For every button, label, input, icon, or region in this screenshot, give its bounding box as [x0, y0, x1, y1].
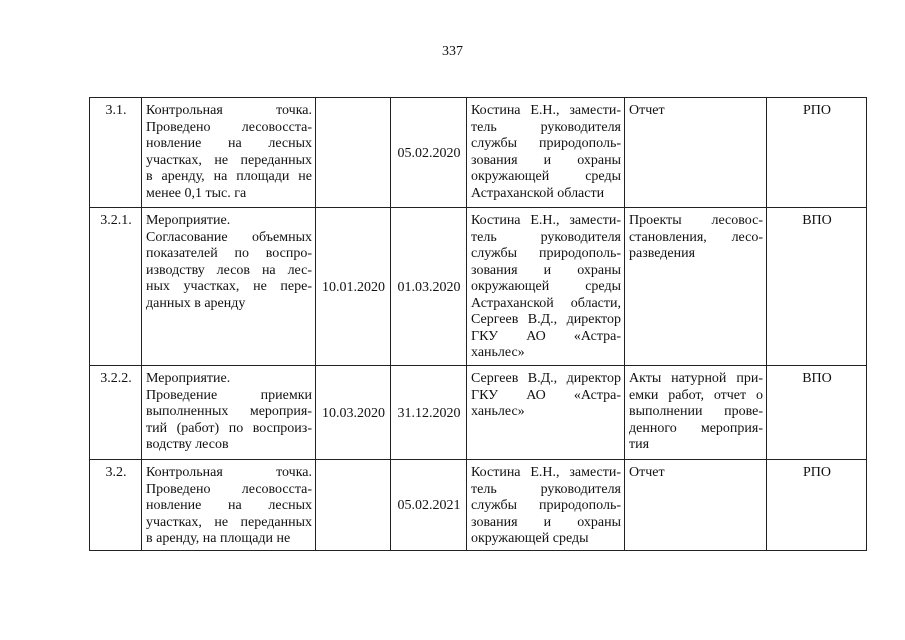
- cell-line: водству лесов: [146, 437, 229, 452]
- event-cell: [142, 208, 316, 366]
- cell-line: тия: [629, 437, 650, 452]
- cell-line: тель руководителя: [471, 481, 621, 497]
- table-row: [90, 98, 867, 208]
- cell-line: данных в аренду: [146, 295, 246, 311]
- cell-line: зования и охраны: [471, 262, 621, 278]
- cell-line: Акты натурной при-: [629, 371, 763, 386]
- code-cell: [767, 98, 867, 208]
- item-number-cell: [90, 460, 142, 551]
- event-cell: [142, 98, 316, 208]
- event-cell: [142, 366, 316, 460]
- cell-line: ных участках, не пере-: [146, 279, 312, 294]
- cell-text: ВПО: [802, 371, 832, 386]
- result-cell: [625, 208, 767, 366]
- cell-text: 3.2.: [105, 465, 127, 480]
- cell-text: 05.02.2021: [397, 498, 461, 513]
- result-cell: [625, 460, 767, 551]
- item-number-cell: [90, 208, 142, 366]
- cell-line: службы природополь-: [471, 246, 621, 261]
- start-date-cell: [316, 366, 391, 460]
- plan-table: [89, 97, 867, 551]
- cell-line: ГКУ АО «Астра-: [471, 387, 621, 403]
- end-date-cell: [391, 208, 467, 366]
- cell-line: зования и охраны: [471, 152, 621, 168]
- cell-line: в аренду, на площади не: [146, 531, 291, 546]
- cell-line: ханьлес»: [471, 345, 525, 360]
- cell-line: тий (работ) по воспроиз-: [146, 420, 312, 436]
- cell-line: тель руководителя: [471, 229, 621, 245]
- cell-line: Сергеев В.Д., директор: [471, 371, 621, 386]
- event-cell: [142, 460, 316, 551]
- item-number-cell: [90, 366, 142, 460]
- code-cell: [767, 208, 867, 366]
- end-date-cell: [391, 98, 467, 208]
- table-row: [90, 460, 867, 551]
- cell-line: Проекты лесовос-: [629, 213, 763, 228]
- page-number: 337: [442, 44, 463, 59]
- cell-line: становления, лесо-: [629, 229, 763, 245]
- cell-text: 31.12.2020: [397, 405, 461, 421]
- cell-line: выполнении прове-: [629, 404, 763, 419]
- cell-line: Отчет: [629, 103, 665, 118]
- cell-line: разведения: [629, 246, 696, 261]
- start-date-cell: [316, 98, 391, 208]
- cell-line: Костина Е.Н., замести-: [471, 103, 621, 118]
- cell-line: Проведение приемки: [146, 387, 312, 403]
- responsible-cell: [467, 366, 625, 460]
- result-cell: [625, 366, 767, 460]
- cell-line: показателей по воспро-: [146, 246, 312, 261]
- cell-line: окружающей среды: [471, 279, 621, 294]
- cell-line: участках, не переданных: [146, 514, 312, 530]
- code-cell: [767, 366, 867, 460]
- end-date-cell: [391, 460, 467, 551]
- cell-line: новление на лесных: [146, 136, 312, 151]
- cell-line: новление на лесных: [146, 498, 312, 513]
- cell-line: Сергеев В.Д., директор: [471, 312, 621, 327]
- start-date-cell: [316, 208, 391, 366]
- start-date-cell: [316, 460, 391, 551]
- cell-text: ВПО: [802, 213, 832, 228]
- cell-line: Костина Е.Н., замести-: [471, 213, 621, 228]
- cell-line: Астраханской области,: [471, 295, 621, 311]
- plan-table-body: [90, 98, 867, 551]
- cell-text: 3.2.1.: [100, 213, 132, 228]
- cell-line: Отчет: [629, 465, 665, 480]
- cell-line: Костина Е.Н., замести-: [471, 465, 621, 480]
- cell-line: Контрольная точка.: [146, 465, 312, 480]
- cell-line: Астраханской области: [471, 185, 605, 201]
- cell-line: изводству лесов на лес-: [146, 262, 312, 278]
- cell-text: 3.2.2.: [100, 371, 132, 386]
- cell-line: менее 0,1 тыс. га: [146, 185, 247, 201]
- cell-line: денного мероприя-: [629, 420, 763, 436]
- cell-text: 01.03.2020: [397, 279, 461, 295]
- cell-text: 10.03.2020: [322, 405, 385, 421]
- cell-line: Согласование объемных: [146, 229, 312, 245]
- table-row: [90, 208, 867, 366]
- responsible-cell: [467, 208, 625, 366]
- cell-text: РПО: [802, 103, 831, 118]
- cell-line: Проведено лесовосста-: [146, 481, 312, 497]
- cell-text: 3.1.: [105, 103, 127, 118]
- cell-line: ханьлес»: [471, 404, 525, 419]
- cell-line: участках, не переданных: [146, 152, 312, 168]
- cell-line: в аренду, на площади не: [146, 169, 312, 184]
- cell-line: ГКУ АО «Астра-: [471, 328, 621, 344]
- cell-line: емки работ, отчет о: [629, 387, 763, 403]
- code-cell: [767, 460, 867, 551]
- cell-line: Контрольная точка.: [146, 103, 312, 118]
- cell-line: службы природополь-: [471, 498, 621, 513]
- result-cell: [625, 98, 767, 208]
- cell-text: 10.01.2020: [322, 279, 385, 295]
- cell-line: службы природополь-: [471, 136, 621, 151]
- cell-line: окружающей среды: [471, 531, 589, 546]
- end-date-cell: [391, 366, 467, 460]
- cell-text: РПО: [802, 465, 831, 480]
- cell-line: зования и охраны: [471, 514, 621, 530]
- cell-line: Мероприятие.: [146, 213, 231, 228]
- cell-line: окружающей среды: [471, 169, 621, 184]
- responsible-cell: [467, 460, 625, 551]
- item-number-cell: [90, 98, 142, 208]
- table-row: [90, 366, 867, 460]
- cell-line: Мероприятие.: [146, 371, 231, 386]
- cell-line: Проведено лесовосста-: [146, 119, 312, 135]
- cell-text: 05.02.2020: [397, 145, 461, 161]
- cell-line: выполненных мероприя-: [146, 404, 312, 419]
- cell-line: тель руководителя: [471, 119, 621, 135]
- responsible-cell: [467, 98, 625, 208]
